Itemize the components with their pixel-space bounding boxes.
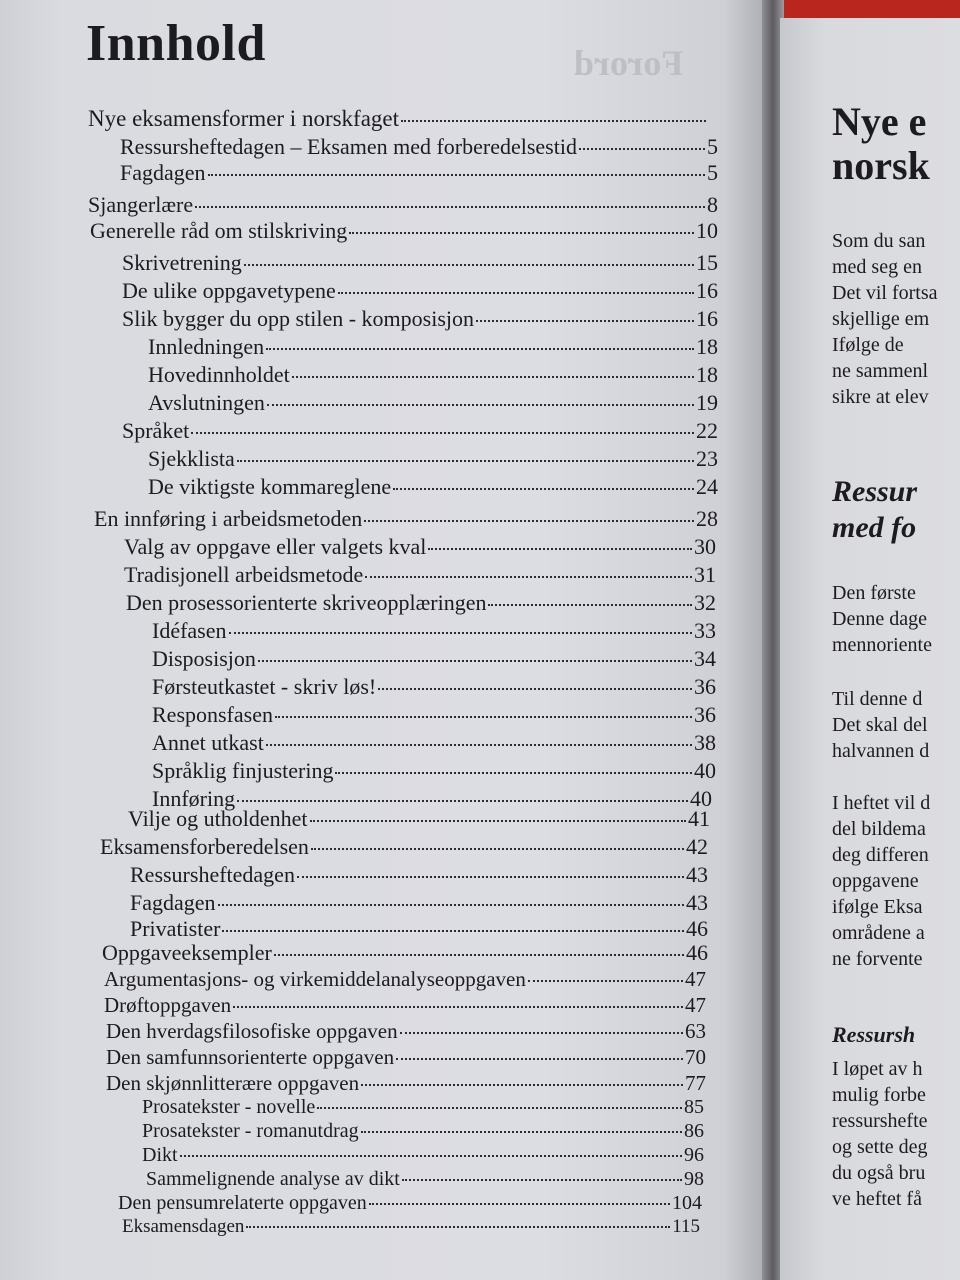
toc-entry xyxy=(120,160,718,186)
toc-entry xyxy=(88,106,708,132)
toc-page-number: 15 xyxy=(696,250,718,275)
section-heading: Ressur med fo xyxy=(832,475,918,544)
toc-page-number: 46 xyxy=(686,940,708,965)
toc-entry-title: Sjekklista xyxy=(148,446,235,471)
toc-entry-title: Ressursheftedagen – Eksamen med forberedelsestid xyxy=(120,134,577,159)
toc-entry xyxy=(122,1214,700,1240)
dot-leader xyxy=(208,174,705,176)
dot-leader xyxy=(237,800,688,802)
toc-entry xyxy=(128,806,710,832)
toc-entry-title: Den pensumrelaterte oppgaven xyxy=(118,1192,367,1214)
toc-entry-title: Prosatekster - romanutdrag xyxy=(142,1120,359,1142)
toc-entry xyxy=(148,390,718,416)
dot-leader xyxy=(229,632,692,634)
toc-entry-title: Drøftoppgaven xyxy=(104,993,232,1017)
paragraph-1: Som du san med seg en Det vil fortsa skjellige em Ifølge de ne sammenl sikre at elev xyxy=(832,230,938,408)
toc-entry-title: Prosatekster - novelle xyxy=(142,1096,316,1118)
toc-entry xyxy=(152,730,716,756)
paragraph-3: Til denne d Det skal del halvannen d xyxy=(832,688,930,762)
toc-page-number: 40 xyxy=(694,758,716,783)
toc-page-number: 104 xyxy=(672,1192,702,1214)
toc-entry xyxy=(142,1142,704,1168)
toc-page-number: 43 xyxy=(686,862,708,887)
dot-leader xyxy=(361,1084,683,1086)
toc-entry-title: Innledningen xyxy=(148,334,265,359)
dot-leader xyxy=(275,716,692,718)
paragraph-2: Den første Denne dage mennoriente xyxy=(832,582,932,656)
dot-leader xyxy=(246,1226,670,1228)
toc-entry xyxy=(146,1166,704,1192)
toc-page-number: 34 xyxy=(694,646,716,671)
toc-entry-title: Disposisjon xyxy=(152,646,256,671)
toc-entry xyxy=(106,1070,706,1096)
toc-entry-title: De ulike oppgavetypene xyxy=(122,278,336,303)
toc-entry-title: Oppgaveeksempler xyxy=(102,940,272,965)
dot-leader xyxy=(195,206,705,208)
toc-page-number: 46 xyxy=(686,916,708,941)
right-page xyxy=(780,18,960,1280)
toc-entry xyxy=(130,890,708,916)
page-title: Innhold xyxy=(86,15,266,72)
toc-entry xyxy=(152,674,716,700)
toc-entry-title: Valg av oppgave eller valgets kval xyxy=(124,534,427,559)
toc-entry-title: Førsteutkastet - skriv løs! xyxy=(152,674,377,699)
toc-page-number: 86 xyxy=(684,1120,704,1142)
toc-entry xyxy=(102,940,708,966)
toc-entry xyxy=(122,306,718,332)
dot-leader xyxy=(364,520,694,522)
dot-leader xyxy=(180,1155,682,1157)
toc-page-number: 18 xyxy=(696,362,718,387)
toc-entry-title: En innføring i arbeidsmetoden xyxy=(94,506,363,531)
dot-leader xyxy=(528,980,683,982)
toc-entry-title: Slik bygger du opp stilen - komposisjon xyxy=(122,306,474,331)
toc-page-number: 31 xyxy=(694,562,716,587)
dot-leader xyxy=(267,404,694,406)
toc-page-number: 32 xyxy=(694,590,716,615)
dot-leader xyxy=(393,488,694,490)
dot-leader xyxy=(258,660,692,662)
toc-page-number: 23 xyxy=(696,446,718,471)
toc-entry-title: Dikt xyxy=(142,1144,178,1166)
toc-entry-title: Eksamensforberedelsen xyxy=(100,834,309,859)
toc-entry xyxy=(118,1190,702,1216)
dot-leader xyxy=(233,1006,683,1008)
toc-page-number: 19 xyxy=(696,390,718,415)
toc-entry-title: Sammelignende analyse av dikt xyxy=(146,1168,400,1190)
toc-page-number: 63 xyxy=(685,1019,706,1043)
toc-entry xyxy=(104,992,706,1018)
toc-entry xyxy=(106,1018,706,1044)
toc-page-number: 28 xyxy=(696,506,718,531)
dot-leader xyxy=(237,460,694,462)
toc-entry xyxy=(122,418,718,444)
toc-entry-title: Den hverdagsfilosofiske oppgaven xyxy=(106,1019,398,1043)
toc-page-number: 30 xyxy=(694,534,716,559)
toc-entry xyxy=(152,618,716,644)
dot-leader xyxy=(266,744,692,746)
toc-entry-title: Ressursheftedagen xyxy=(130,862,295,887)
toc-page-number: 98 xyxy=(684,1168,704,1190)
toc-entry xyxy=(142,1094,704,1120)
toc-entry xyxy=(94,506,718,532)
toc-page-number: 41 xyxy=(688,806,710,831)
toc-entry xyxy=(122,278,718,304)
dot-leader xyxy=(428,548,692,550)
toc-entry-title: Språklig finjustering xyxy=(152,758,334,783)
dot-leader xyxy=(335,772,692,774)
toc-page-number: 36 xyxy=(694,674,716,699)
toc-entry-title: Språket xyxy=(122,418,190,443)
toc-entry-title: Vilje og utholdenhet xyxy=(128,806,308,831)
dot-leader xyxy=(488,604,692,606)
toc-page-number: 5 xyxy=(707,160,718,185)
toc-entry xyxy=(90,218,718,244)
toc-page-number: 42 xyxy=(686,834,708,859)
toc-entry-title: Avslutningen xyxy=(148,390,265,415)
paragraph-5: I løpet av h mulig forbe ressurshefte og sette deg du også bru ve heftet få xyxy=(832,1058,928,1210)
toc-entry-title: Privatister xyxy=(130,916,221,941)
toc-entry xyxy=(106,1044,706,1070)
dot-leader xyxy=(361,1131,682,1133)
dot-leader xyxy=(365,576,692,578)
toc-page-number: 10 xyxy=(696,218,718,243)
dot-leader xyxy=(266,348,694,350)
toc-page-number: 85 xyxy=(684,1096,704,1118)
dot-leader xyxy=(401,120,706,122)
toc-entry-title: Argumentasjons- og virkemiddelanalyseoppgaven xyxy=(104,967,526,991)
toc-entry xyxy=(130,916,708,942)
dot-leader xyxy=(244,264,694,266)
toc-page-number: 77 xyxy=(685,1071,706,1095)
toc-page-number: 33 xyxy=(694,618,716,643)
dot-leader xyxy=(191,432,694,434)
toc-page-number: 5 xyxy=(707,134,718,159)
dot-leader xyxy=(311,848,684,850)
toc-page-number: 18 xyxy=(696,334,718,359)
dot-leader xyxy=(378,688,692,690)
toc-entry xyxy=(100,834,708,860)
toc-entry-title: Responsfasen xyxy=(152,702,273,727)
toc-entry-title: Innføring xyxy=(152,786,236,811)
paragraph-4: I heftet vil d del bildema deg differen oppgavene ifølge Eksa områdene a ne forvente xyxy=(832,792,931,970)
dot-leader xyxy=(310,820,686,822)
toc-page-number: 24 xyxy=(696,474,718,499)
dot-leader xyxy=(579,148,705,150)
toc-page-number: 8 xyxy=(707,192,718,217)
toc-entry xyxy=(148,474,718,500)
toc-entry xyxy=(148,446,718,472)
toc-entry xyxy=(122,250,718,276)
toc-entry-title: Den skjønnlitterære oppgaven xyxy=(106,1071,360,1095)
dot-leader xyxy=(400,1032,683,1034)
toc-page-number: 16 xyxy=(696,306,718,331)
toc-entry-title: Skrivetrening xyxy=(122,250,242,275)
toc-entry-title: Hovedinnholdet xyxy=(148,362,290,387)
subsection-heading: Ressursh xyxy=(832,1022,916,1047)
toc-entry-title: Tradisjonell arbeidsmetode xyxy=(124,562,364,587)
toc-entry-title: Fagdagen xyxy=(120,160,206,185)
toc-entry xyxy=(142,1118,704,1144)
dot-leader xyxy=(317,1107,682,1109)
toc-page-number: 70 xyxy=(685,1045,706,1069)
toc-page-number: 115 xyxy=(672,1216,700,1237)
toc-page-number: 36 xyxy=(694,702,716,727)
toc-entry-title: Annet utkast xyxy=(152,730,264,755)
toc-entry xyxy=(148,334,718,360)
toc-entry xyxy=(124,562,716,588)
show-through-text: Forord xyxy=(574,43,684,83)
dot-leader xyxy=(222,930,684,932)
toc-entry-title: Sjangerlære xyxy=(88,192,194,217)
toc-page-number: 38 xyxy=(694,730,716,755)
toc-page-number: 47 xyxy=(685,967,706,991)
dot-leader xyxy=(218,904,684,906)
dot-leader xyxy=(297,876,684,878)
toc-entry-title: Fagdagen xyxy=(130,890,216,915)
toc-page-number: 47 xyxy=(685,993,706,1017)
toc-page-number: 96 xyxy=(684,1144,704,1166)
dot-leader xyxy=(338,292,694,294)
toc-entry-title: Generelle råd om stilskriving xyxy=(90,218,348,243)
dot-leader xyxy=(349,232,694,234)
dot-leader xyxy=(402,1179,682,1181)
toc-entry xyxy=(120,134,718,160)
toc-entry xyxy=(104,966,706,992)
dot-leader xyxy=(476,320,694,322)
toc-entry xyxy=(124,534,716,560)
toc-entry-title: Eksamensdagen xyxy=(122,1216,245,1237)
toc-page-number: 22 xyxy=(696,418,718,443)
toc-entry xyxy=(152,702,716,728)
toc-page-number: 16 xyxy=(696,278,718,303)
toc-entry-title: De viktigste kommareglene xyxy=(148,474,392,499)
toc-entry xyxy=(126,590,716,616)
toc-page-number: 43 xyxy=(686,890,708,915)
toc-page-number: 40 xyxy=(690,786,712,811)
dot-leader xyxy=(396,1058,683,1060)
dot-leader xyxy=(274,954,684,956)
toc-entry xyxy=(152,646,716,672)
chapter-heading: Nye e norsk xyxy=(832,99,930,188)
toc-entry xyxy=(148,362,718,388)
toc-entry xyxy=(88,192,718,218)
toc-entry xyxy=(130,862,708,888)
toc-entry xyxy=(152,758,716,784)
toc-entry-title: Nye eksamensformer i norskfaget xyxy=(88,106,400,131)
toc-entry-title: Den samfunnsorienterte oppgaven xyxy=(106,1045,395,1069)
dot-leader xyxy=(292,376,694,378)
dot-leader xyxy=(369,1203,670,1205)
toc-entry-title: Idéfasen xyxy=(152,618,227,643)
toc-entry-title: Den prosessorienterte skriveopplæringen xyxy=(126,590,487,615)
